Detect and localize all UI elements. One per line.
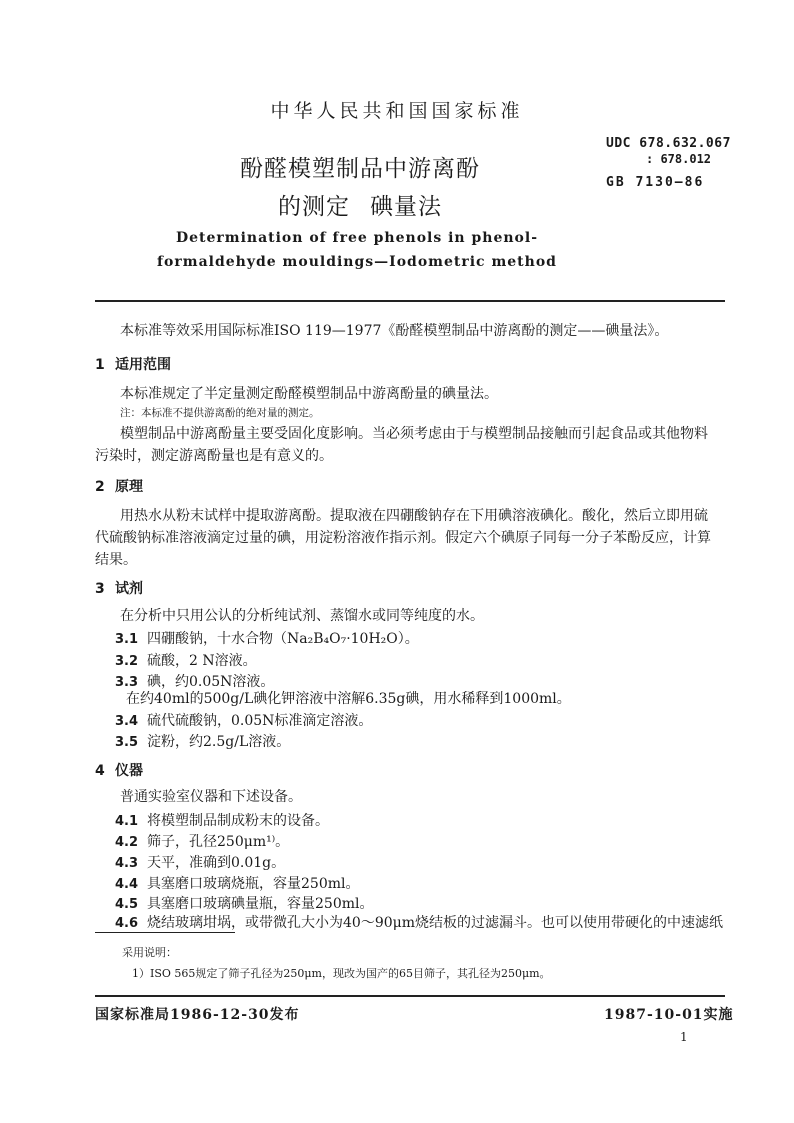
- section-number: 1: [95, 357, 105, 373]
- section-number: 2: [95, 479, 105, 495]
- item-number: 4.3: [115, 856, 139, 871]
- title-cn-part-b: 碘量法: [370, 194, 442, 220]
- item-number: 3.5: [115, 735, 139, 750]
- section-number: 3: [95, 581, 105, 597]
- national-standard-heading: 中华人民共和国国家标准: [270, 100, 524, 122]
- section-4-heading: [95, 760, 143, 780]
- section-1-note: 注：本标准不提供游离酚的绝对量的测定。: [120, 407, 320, 419]
- gb-number: GB 7130—86: [606, 175, 705, 190]
- item-number: 4.2: [115, 835, 139, 850]
- item-number: 3.2: [115, 654, 139, 669]
- title-cn-part-a: 的测定: [278, 194, 350, 220]
- item-text: 硫酸，2 N溶液。: [147, 653, 257, 669]
- item-4-4: [115, 873, 359, 893]
- page-number: 1: [680, 1030, 688, 1044]
- item-text: 四硼酸钠，十水合物（Na₂B₄O₇·10H₂O）。: [147, 631, 419, 647]
- udc-code: UDC 678.632.067: [606, 136, 731, 151]
- item-number: 4.1: [115, 814, 139, 829]
- item-number: 4.6: [115, 916, 139, 931]
- item-number: 3.4: [115, 714, 139, 729]
- title-cn-line1: 酚醛模塑制品中游离酚: [240, 156, 480, 182]
- item-text: 烧结玻璃坩埚，或带微孔大小为40～90μm烧结板的过滤漏斗。也可以使用带硬化的中速滤纸: [147, 915, 724, 931]
- section-3-heading: [95, 578, 143, 598]
- item-text: 筛子，孔径250μm¹⁾。: [147, 834, 290, 850]
- title-en-line1: Determination of free phenols in phenol-: [175, 230, 539, 246]
- item-3-5: [115, 731, 290, 751]
- footnote-text: 1）ISO 565规定了筛子孔径为250μm，现改为国产的65目筛子，其孔径为250μm。: [132, 967, 551, 980]
- section-1-paragraph-2-line2: 污染时，测定游离酚量也是有意义的。: [95, 448, 333, 464]
- item-text: 具塞磨口玻璃碘量瓶，容量250ml。: [147, 896, 374, 912]
- item-3-1: [115, 628, 419, 648]
- bottom-divider: [95, 995, 725, 997]
- section-1-paragraph-2-line1: 模塑制品中游离酚量主要受固化度影响。当必须考虑由于与模塑制品接触而引起食品或其他物料: [120, 426, 708, 442]
- section-title: 原理: [115, 479, 143, 495]
- item-3-2: [115, 650, 257, 670]
- issue-date: 国家标准局1986-12-30发布: [95, 1007, 300, 1023]
- item-4-5: [115, 893, 373, 913]
- effective-date: 1987-10-01实施: [604, 1007, 734, 1023]
- section-title: 试剂: [115, 581, 143, 597]
- section-number: 4: [95, 763, 105, 779]
- item-4-3: [115, 852, 285, 872]
- item-4-6: [115, 912, 723, 932]
- title-en-line2: formaldehyde mouldings—Iodometric method: [157, 254, 557, 270]
- section-1-heading: [95, 354, 171, 374]
- top-divider: [95, 300, 725, 302]
- item-4-1: [115, 810, 329, 830]
- section-3-intro: 在分析中只用公认的分析纯试剂、蒸馏水或同等纯度的水。: [120, 608, 484, 624]
- section-2-line1: 用热水从粉末试样中提取游离酚。提取液在四硼酸钠存在下用碘溶液碘化。酸化，然后立即用硫: [120, 508, 708, 524]
- udc-code-continued: : 678.012: [646, 152, 712, 166]
- item-number: 3.3: [115, 675, 139, 690]
- section-1-paragraph-1: 本标准规定了半定量测定酚醛模塑制品中游离酚量的碘量法。: [120, 386, 498, 402]
- item-text: 淀粉，约2.5g/L溶液。: [147, 734, 291, 750]
- item-text: 将模塑制品制成粉末的设备。: [147, 813, 329, 829]
- section-2-heading: [95, 476, 143, 496]
- section-2-line3: 结果。: [95, 552, 137, 568]
- item-3-4: [115, 710, 372, 730]
- item-text: 具塞磨口玻璃烧瓶，容量250ml。: [147, 876, 360, 892]
- section-title: 仪器: [115, 763, 143, 779]
- item-number: 4.5: [115, 897, 139, 912]
- item-number: 4.4: [115, 877, 139, 892]
- item-number: 3.1: [115, 632, 139, 647]
- section-2-line2: 代硫酸钠标准溶液滴定过量的碘，用淀粉溶液作指示剂。假定六个碘原子同每一分子苯酚反应，计算: [95, 530, 711, 546]
- title-cn-line2: [0, 188, 720, 221]
- item-text: 硫代硫酸钠，0.05N标准滴定溶液。: [147, 713, 373, 729]
- section-4-intro: 普通实验室仪器和下述设备。: [120, 789, 302, 805]
- item-4-2: [115, 831, 289, 851]
- footnote-divider: [95, 932, 235, 933]
- item-text: 碘，约0.05N溶液。: [147, 674, 275, 690]
- footnote-heading: 采用说明：: [122, 946, 177, 959]
- item-3-3-detail: 在约40ml的500g/L碘化钾溶液中溶解6.35g碘，用水稀释到1000ml。: [126, 691, 571, 707]
- section-title: 适用范围: [115, 357, 171, 373]
- item-text: 天平，准确到0.01g。: [147, 855, 286, 871]
- intro-paragraph: 本标准等效采用国际标准ISO 119—1977《酚醛模塑制品中游离酚的测定——碘量法》。: [120, 323, 669, 339]
